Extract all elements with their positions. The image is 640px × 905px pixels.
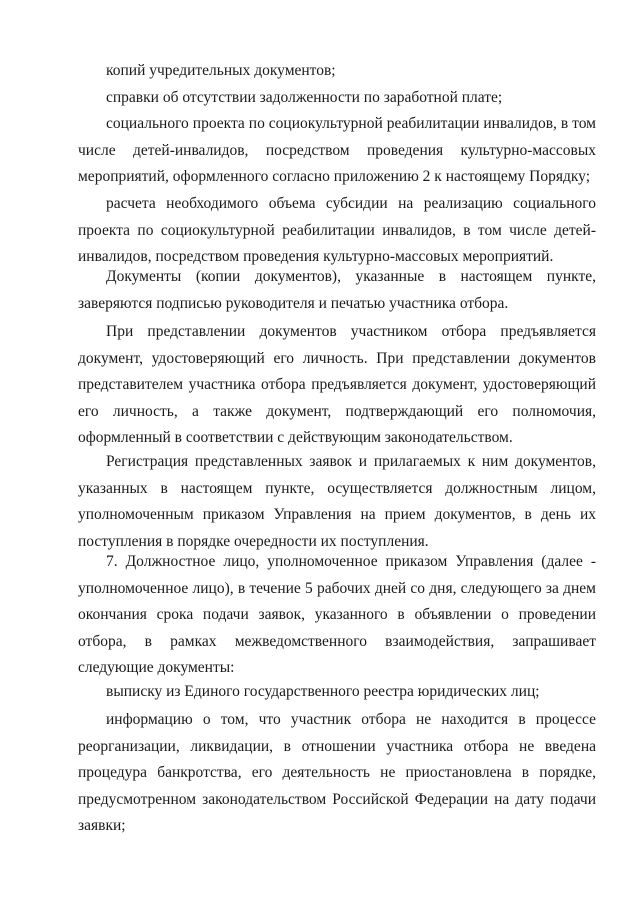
paragraph-section-7: 7. Должностное лицо, уполномоченное приказом Управления (далее - уполномоченное лицо), в течение 5 рабочих дней со дня, следующего за днем окончания срока подачи заявок, указанного в объявлении о проведении отбора, в рамках межведомственного взаимодействия, запрашивает следующие документы: — [78, 553, 596, 676]
paragraph-certification: Документы (копии документов), указанные в настоящем пункте, заверяются подписью руководителя и печатью участника отбора. — [78, 268, 596, 312]
paragraph-founding-docs: копий учредительных документов; — [106, 62, 336, 79]
paragraph-egrul-extract: выписку из Единого государственного реестра юридических лиц; — [106, 683, 540, 700]
paragraph-identity: При представлении документов участником отбора предъявляется документ, удостоверяющий его личность. При представлении документов представителем участника отбора предъявляется документ, удостоверяющий его личность, а также документ, подтверждающий его полномочия, оформленный в соответствии с действующим законодательством. — [78, 323, 596, 446]
paragraph-social-project: социального проекта по социокультурной реабилитации инвалидов, в том числе детей-инвалидов, посредством проведения культурно-массовых мероприятий, оформленного согласно приложению 2 к настоящему Порядку; — [78, 115, 596, 185]
paragraph-registration: Регистрация представленных заявок и прилагаемых к ним документов, указанных в настоящем пункте, осуществляется должностным лицом, уполномоченным приказом Управления на прием документов, в день их поступления в порядке очередности их поступления. — [78, 453, 596, 550]
paragraph-subsidy-calc: расчета необходимого объема субсидии на реализацию социального проекта по социокультурной реабилитации инвалидов, в том числе детей-инвалидов, посредством проведения культурно-массовых мероприятий. — [78, 195, 596, 265]
paragraph-salary-debt: справки об отсутствии задолженности по заработной плате; — [106, 89, 503, 106]
paragraph-reorganization-info: информацию о том, что участник отбора не находится в процессе реорганизации, ликвидации, в отношении участника отбора не введена процедура банкротства, его деятельность не приостановлена в порядке, предусмотренном законодательством Российской Федерации на дату подачи заявки; — [78, 711, 596, 834]
